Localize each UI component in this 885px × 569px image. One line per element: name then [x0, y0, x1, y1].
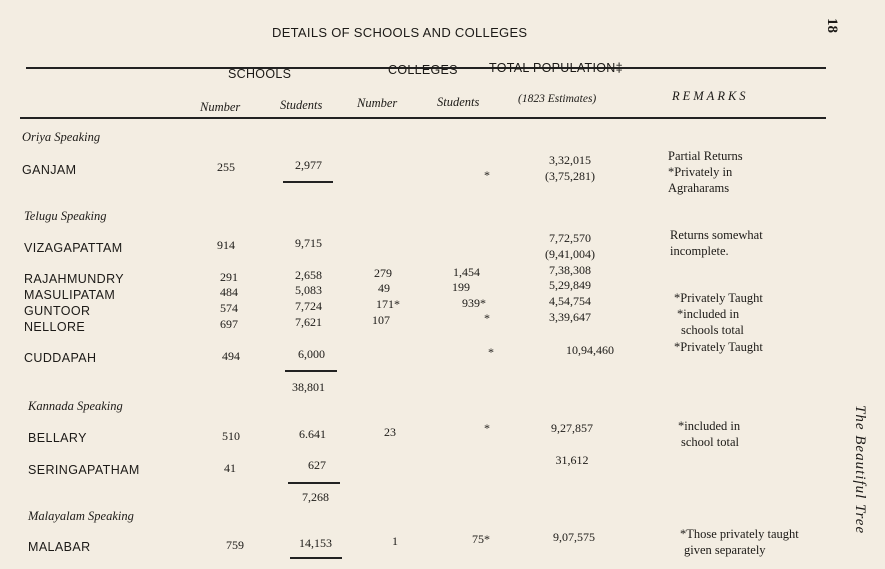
schools-students: 6.641: [299, 427, 326, 441]
schools-number: 574: [220, 301, 238, 315]
page-title: DETAILS OF SCHOOLS AND COLLEGES: [272, 25, 528, 40]
estimate-header: (1823 Estimates): [518, 93, 597, 105]
subtotal-rule: [283, 181, 333, 183]
colleges-number-header: Number: [357, 96, 398, 110]
subtotal-rule: [290, 557, 342, 559]
remark: school total: [681, 435, 739, 449]
remark: *Those privately taught: [680, 527, 799, 541]
colleges-students: *: [484, 421, 490, 435]
remark: *Privately Taught: [674, 340, 763, 354]
schools-students: 5,083: [295, 283, 322, 297]
colleges-number: 171*: [376, 297, 400, 311]
schools-number: 494: [222, 349, 240, 363]
population: 4,54,754: [549, 294, 591, 308]
remark: *included in: [678, 419, 741, 433]
district-name: MASULIPATAM: [24, 288, 116, 302]
colleges-students: *: [484, 311, 490, 325]
remark: Partial Returns: [668, 149, 743, 163]
colleges-students-header: Students: [437, 95, 480, 109]
schools-students: 7,621: [295, 315, 322, 329]
remark: Agraharams: [668, 181, 730, 195]
schools-number: 255: [217, 160, 235, 174]
subtotal-rule: [285, 370, 337, 372]
subtotal-rule: [288, 482, 340, 484]
schools-students-header: Students: [280, 98, 323, 112]
schools-students: 6,000: [298, 347, 325, 361]
schools-students: 14,153: [299, 536, 332, 550]
remark: *Privately Taught: [674, 291, 763, 305]
colleges-number: 1: [392, 534, 398, 548]
population: 10,94,460: [566, 343, 614, 357]
schools-number: 484: [220, 285, 238, 299]
colleges-header: COLLEGES: [388, 63, 458, 77]
remarks-header: REMARKS: [672, 89, 749, 103]
district-name: MALABAR: [28, 540, 91, 554]
population-alt: (9,41,004): [545, 247, 595, 261]
colleges-number: 23: [384, 425, 396, 439]
district-name: SERINGAPATHAM: [28, 463, 140, 477]
schools-number: 914: [217, 238, 235, 252]
district-name: NELLORE: [24, 320, 86, 334]
schools-number: 510: [222, 429, 240, 443]
colleges-students: 939*: [462, 296, 486, 310]
remark: schools total: [681, 323, 744, 337]
population: 3,39,647: [549, 310, 591, 324]
group-oriya: Oriya Speaking: [22, 130, 101, 144]
population: 7,72,570: [549, 231, 591, 245]
remark: incomplete.: [670, 244, 729, 258]
district-name: VIZAGAPATTAM: [24, 241, 123, 255]
district-name: GANJAM: [22, 163, 77, 177]
schools-number: 759: [226, 538, 244, 552]
group-malayalam: Malayalam Speaking: [28, 509, 134, 523]
group-telugu: Telugu Speaking: [24, 209, 107, 223]
schools-students: 2,977: [295, 158, 322, 172]
population: 9,07,575: [553, 530, 595, 544]
schools-students: 627: [308, 458, 326, 472]
remark: given separately: [684, 543, 766, 557]
district-name: GUNTOOR: [24, 304, 91, 318]
schools-number-header: Number: [200, 100, 241, 114]
schools-students: 7,724: [295, 299, 322, 313]
group-total: 38,801: [292, 380, 325, 394]
running-title: The Beautiful Tree: [852, 405, 868, 535]
colleges-students: *: [488, 345, 494, 359]
page-number: 18: [824, 18, 840, 33]
group-kannada: Kannada Speaking: [28, 399, 123, 413]
schools-students: 9,715: [295, 236, 322, 250]
remark: *Privately in: [668, 165, 733, 179]
district-name: RAJAHMUNDRY: [24, 272, 125, 286]
remark: Returns somewhat: [670, 228, 763, 242]
colleges-number: 279: [374, 266, 392, 280]
population: 31,612: [555, 453, 589, 467]
total-population-header: TOTAL POPULATION‡: [489, 61, 623, 75]
schools-header: SCHOOLS: [228, 67, 292, 81]
population: 7,38,308: [549, 263, 591, 277]
colleges-students: 75*: [472, 532, 490, 546]
population: 3,32,015: [549, 153, 591, 167]
colleges-students: 1,454: [453, 265, 480, 279]
population-alt: (3,75,281): [545, 169, 595, 183]
remark: *included in: [677, 307, 740, 321]
district-name: BELLARY: [28, 431, 87, 445]
colleges-students: *: [484, 168, 490, 182]
population: 5,29,849: [549, 278, 591, 292]
colleges-students: 199: [452, 280, 470, 294]
colleges-number: 49: [378, 281, 390, 295]
group-total: 7,268: [302, 490, 329, 504]
schools-number: 291: [220, 270, 238, 284]
schools-number: 41: [224, 461, 236, 475]
colleges-number: 107: [372, 313, 390, 327]
district-name: CUDDAPAH: [24, 351, 97, 365]
schools-students: 2,658: [295, 268, 322, 282]
schools-number: 697: [220, 317, 238, 331]
header-rule: [20, 117, 826, 119]
population: 9,27,857: [551, 421, 593, 435]
